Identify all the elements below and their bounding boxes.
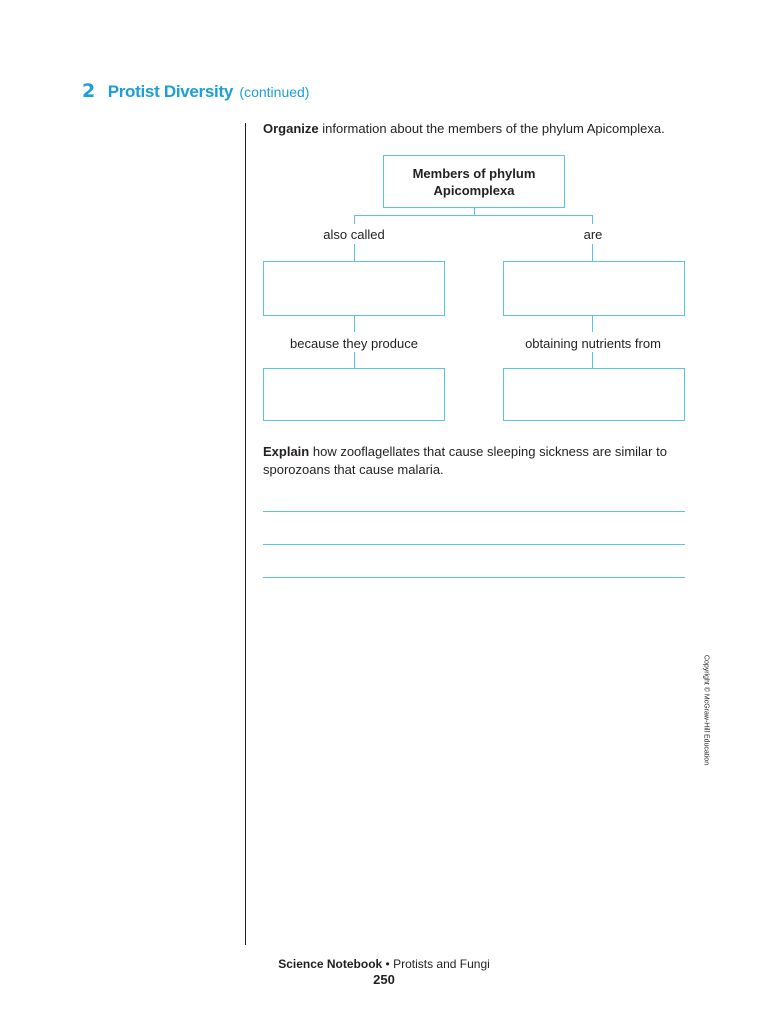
label-are: are — [583, 227, 603, 242]
explain-prompt — [263, 443, 693, 479]
organize-prompt — [263, 120, 703, 138]
organize-text: information about the members of the phylum Apicomplexa. — [318, 121, 665, 136]
connector-branch — [354, 215, 593, 216]
answer-box-also-called[interactable] — [263, 261, 445, 316]
copyright-notice: Copyright © McGraw-Hill Education — [702, 654, 710, 766]
connector-right-drop — [592, 215, 593, 224]
label-obtaining-nutrients: obtaining nutrients from — [525, 336, 661, 351]
answer-line[interactable] — [263, 577, 685, 578]
page-number: 250 — [373, 972, 395, 987]
label-because-they-produce: because they produce — [290, 336, 418, 351]
page-footer — [0, 957, 768, 971]
footer-book: Science Notebook — [278, 957, 383, 971]
section-number: 2 — [82, 80, 96, 102]
answer-box-nutrients[interactable] — [503, 368, 685, 421]
label-also-called: also called — [323, 227, 385, 242]
section-heading — [82, 80, 309, 102]
section-title: Protist Diversity — [107, 82, 233, 101]
diagram-top-box — [383, 155, 565, 208]
connector-left-drop — [354, 215, 355, 224]
answer-box-produce[interactable] — [263, 368, 445, 421]
footer-chapter: Protists and Fungi — [393, 957, 490, 971]
connector-left-1 — [354, 244, 355, 261]
top-box-label: Members of phylum Apicomplexa — [412, 165, 536, 198]
connector-right-2a — [592, 316, 593, 332]
explain-keyword: Explain — [263, 444, 310, 459]
connector-right-1 — [592, 244, 593, 261]
footer-separator: • — [382, 957, 394, 971]
answer-line[interactable] — [263, 511, 685, 512]
explain-text: how zooflagellates that cause sleeping sickness are similar to sporozoans that cause malaria. — [263, 444, 667, 477]
answer-line[interactable] — [263, 544, 685, 545]
connector-left-2a — [354, 316, 355, 332]
organize-keyword: Organize — [263, 121, 319, 136]
section-continued: (continued) — [239, 84, 310, 100]
connector-left-2b — [354, 352, 355, 368]
answer-box-are[interactable] — [503, 261, 685, 316]
margin-rule — [245, 123, 246, 945]
connector-right-2b — [592, 352, 593, 368]
